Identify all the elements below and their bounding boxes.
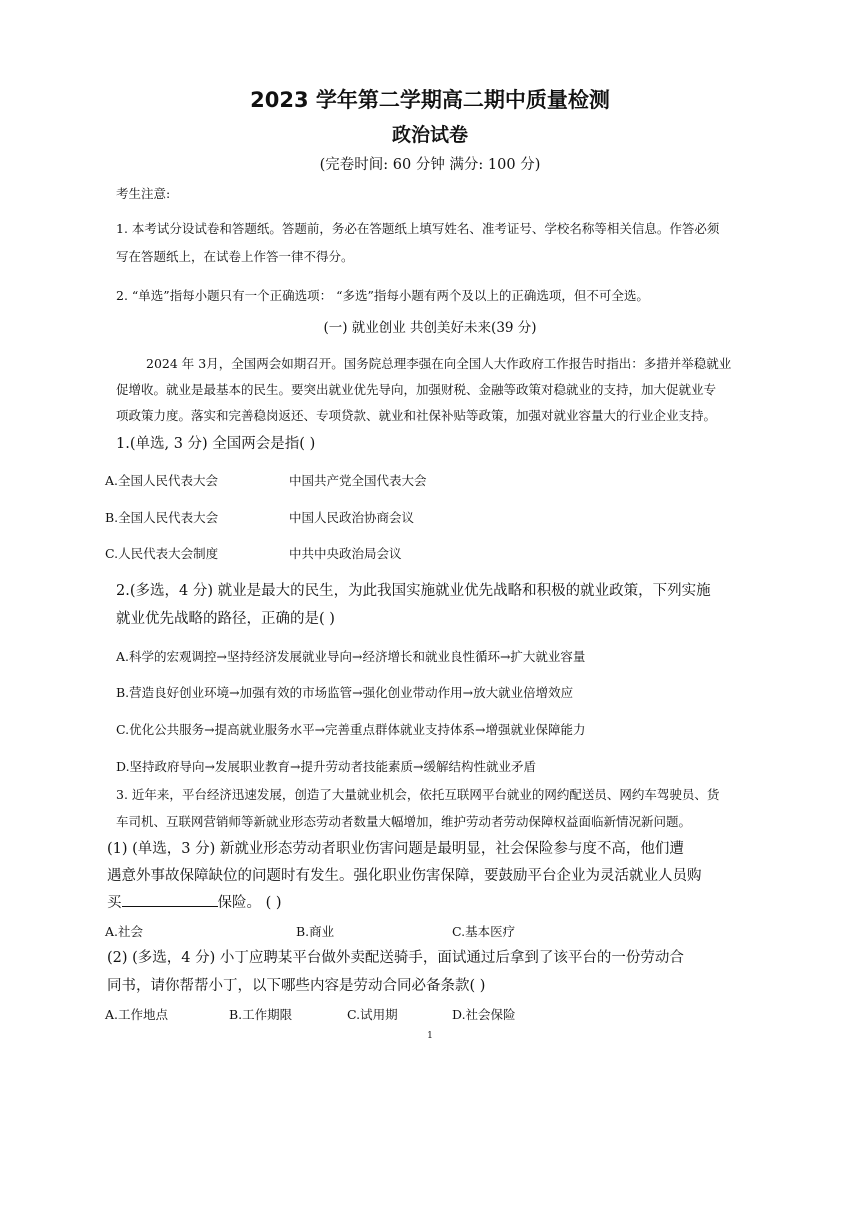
exam-subtitle: 政治试卷: [391, 124, 468, 146]
section-1-heading: (一) 就业创业 共创美好未来(39 分): [323, 320, 537, 336]
notice-item-2: 2. “单选”指每小题只有一个正确选项： “多选”指每小题有两个及以上的正确选项，但不可全选。: [116, 288, 649, 303]
passage-line-2: 促增收。就业是最基本的民生。要突出就业优先导向，加强财税、金融等政策对稳就业的支持，加大促就业专: [116, 382, 717, 397]
q3-2-line-2: 同书，请你帮帮小丁，以下哪些内容是劳动合同必备条款( ): [107, 978, 486, 994]
q2-stem-line-1: 2.(多选，4 分) 就业是最大的民生，为此我国实施就业优先战略和积极的就业政策，下列实施: [116, 583, 711, 599]
q1-option-c: C.人民代表大会制度: [105, 546, 219, 561]
q3-1-line-3-prefix: 买: [107, 895, 122, 911]
q3-2-option-c: C.试用期: [347, 1007, 398, 1022]
q3-1-option-a: A.社会: [105, 924, 144, 939]
exam-time-info: (完卷时间: 60 分钟 满分: 100 分): [319, 157, 541, 173]
q2-option-c: C.优化公共服务→提高就业服务水平→完善重点群体就业支持体系→增强就业保障能力: [116, 722, 586, 737]
q3-1-line-1: (1) (单选，3 分) 新就业形态劳动者职业伤害问题是最明显，社会保险参与度不高，他们遭: [107, 841, 684, 857]
q3-2-option-b: B.工作期限: [229, 1007, 293, 1022]
passage-line-1: 2024 年 3月，全国两会如期召开。国务院总理李强在向全国人大作政府工作报告时指出：多措并举稳就业: [146, 356, 732, 371]
q1-option-a-pair: 中国共产党全国代表大会: [289, 473, 427, 488]
q3-1-option-c: C.基本医疗: [452, 924, 516, 939]
q1-stem: 1.(单选, 3 分) 全国两会是指( ): [116, 436, 316, 452]
q3-passage-line-2: 车司机、互联网营销师等新就业形态劳动者数量大幅增加，维护劳动者劳动保障权益面临新情况新问题。: [116, 814, 692, 829]
q3-1-option-b: B.商业: [296, 924, 335, 939]
q2-option-d: D.坚持政府导向→发展职业教育→提升劳动者技能素质→缓解结构性就业矛盾: [116, 759, 536, 774]
q1-option-a: A.全国人民代表大会: [105, 473, 219, 488]
q1-option-b-pair: 中国人民政治协商会议: [289, 510, 415, 525]
passage-line-3: 项政策力度。落实和完善稳岗返还、专项贷款、就业和社保补贴等政策，加强对就业容量大的行业企业支持。: [116, 408, 717, 423]
q3-1-line-3: [107, 891, 282, 912]
exam-title: 2023 学年第二学期高二期中质量检测: [250, 88, 610, 112]
notice-item-1-line-1: 1. 本考试分设试卷和答题纸。答题前，务必在答题纸上填写姓名、准考证号、学校名称等相关信息。作答必须: [116, 221, 720, 236]
q3-passage-line-1: 3. 近年来，平台经济迅速发展，创造了大量就业机会，依托互联网平台就业的网约配送员、网约车驾驶员、货: [116, 787, 720, 802]
q3-1-line-3-suffix: 保险。 ( ): [217, 895, 282, 911]
q3-2-option-a: A.工作地点: [105, 1007, 169, 1022]
q2-option-a: A.科学的宏观调控→坚持经济发展就业导向→经济增长和就业良性循环→扩大就业容量: [116, 649, 586, 664]
q1-option-b: B.全国人民代表大会: [105, 510, 219, 525]
page-number: 1: [427, 1031, 433, 1041]
q3-2-line-1: (2) (多选，4 分) 小丁应聘某平台做外卖配送骑手，面试通过后拿到了该平台的一份劳动合: [107, 950, 684, 966]
q3-2-option-d: D.社会保险: [452, 1007, 516, 1022]
q3-1-line-2: 遇意外事故保障缺位的问题时有发生。强化职业伤害保障，要鼓励平台企业为灵活就业人员购: [107, 868, 702, 884]
q2-option-b: B.营造良好创业环境→加强有效的市场监管→强化创业带动作用→放大就业倍增效应: [116, 685, 574, 700]
notice-heading: 考生注意:: [116, 186, 171, 201]
notice-item-1-line-2: 写在答题纸上，在试卷上作答一律不得分。: [116, 249, 354, 264]
q1-option-c-pair: 中共中央政治局会议: [289, 546, 402, 561]
answer-blank: [122, 892, 218, 907]
q2-stem-line-2: 就业优先战略的路径，正确的是( ): [116, 611, 335, 627]
